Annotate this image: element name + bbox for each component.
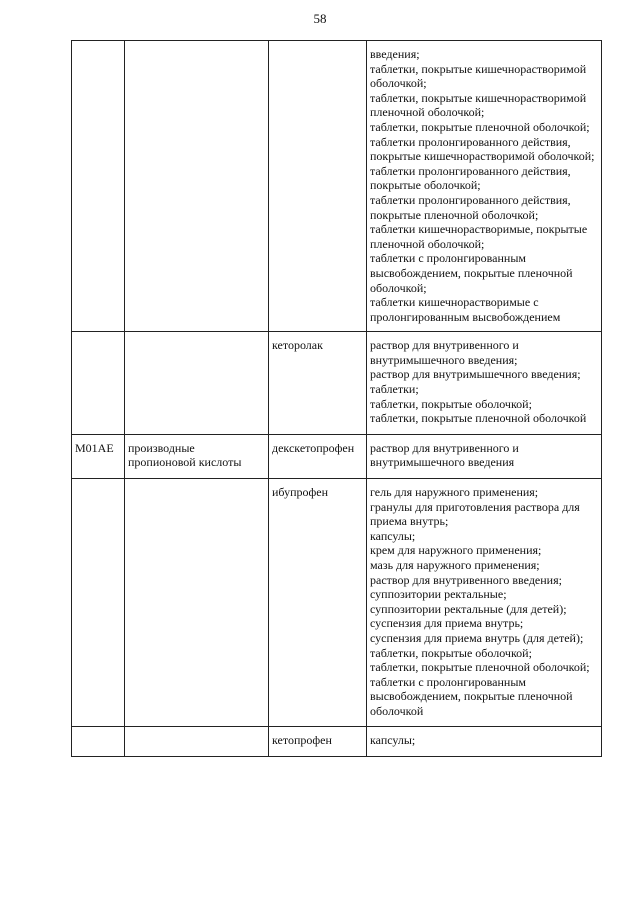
drug-name-cell: декскетопрофен [269, 434, 367, 478]
group-name-cell [125, 479, 269, 727]
dosage-form-item: таблетки, покрытые кишечнорастворимой пленочной оболочкой; [370, 90, 587, 120]
table-row [72, 332, 602, 435]
dosage-forms-list [370, 733, 598, 748]
dosage-forms-list [370, 338, 598, 426]
dosage-form-item: таблетки, покрытые оболочкой; [370, 396, 532, 411]
dosage-form-item: капсулы; [370, 732, 416, 747]
atc-code-cell [72, 332, 125, 435]
dosage-forms-cell [367, 479, 602, 727]
dosage-form-item: таблетки, покрытые кишечнорастворимой оболочкой; [370, 61, 587, 91]
atc-code-cell: M01AE [72, 434, 125, 478]
dosage-form-item: гранулы для приготовления раствора для приема внутрь; [370, 499, 580, 529]
dosage-form-item: капсулы; [370, 528, 416, 543]
dosage-form-item: таблетки с пролонгированным высвобождением, покрытые пленочной оболочкой; [370, 251, 573, 295]
table-row [72, 726, 602, 757]
dosage-forms-list [370, 47, 598, 324]
dosage-form-item: суппозитории ректальные; [370, 587, 507, 602]
dosage-forms-cell [367, 41, 602, 332]
dosage-forms-list [370, 485, 598, 719]
dosage-form-item: введения; [370, 47, 420, 61]
drug-table [71, 40, 602, 757]
drug-name-cell: кетопрофен [269, 726, 367, 757]
table-row [72, 41, 602, 332]
dosage-form-item: суппозитории ректальные (для детей); [370, 601, 567, 616]
drug-name-cell: ибупрофен [269, 479, 367, 727]
dosage-form-item: раствор для внутривенного введения; [370, 572, 562, 587]
page-number: 58 [313, 11, 327, 26]
dosage-form-item: таблетки пролонгированного действия, покрытые пленочной оболочкой; [370, 192, 571, 222]
dosage-form-item: таблетки пролонгированного действия, покрытые оболочкой; [370, 163, 571, 193]
table-row [72, 434, 602, 478]
dosage-form-item: крем для наружного применения; [370, 543, 542, 558]
dosage-form-item: таблетки с пролонгированным высвобождением, покрытые пленочной оболочкой [370, 674, 573, 718]
group-name-cell [125, 41, 269, 332]
dosage-form-item: таблетки, покрытые пленочной оболочкой; [370, 119, 590, 134]
dosage-form-item: таблетки кишечнорастворимые с пролонгированным высвобождением [370, 295, 561, 324]
group-name-cell [125, 332, 269, 435]
dosage-form-item: суспензия для приема внутрь; [370, 616, 524, 631]
dosage-form-item: таблетки, покрытые оболочкой; [370, 645, 532, 660]
dosage-form-item: раствор для внутривенного и внутримышечного введения [370, 440, 519, 470]
drug-name-cell [269, 41, 367, 332]
dosage-form-item: раствор для внутривенного и внутримышечного введения; [370, 338, 519, 367]
group-name-cell [125, 726, 269, 757]
dosage-form-item: таблетки, покрытые пленочной оболочкой; [370, 660, 590, 675]
atc-code-cell [72, 479, 125, 727]
dosage-forms-cell [367, 434, 602, 478]
dosage-form-item: раствор для внутримышечного введения; [370, 367, 581, 382]
dosage-forms-cell [367, 726, 602, 757]
dosage-forms-list [370, 441, 598, 470]
group-name-cell: производные пропионовой кислоты [125, 434, 269, 478]
table-row [72, 479, 602, 727]
dosage-form-item: таблетки кишечнорастворимые, покрытые пленочной оболочкой; [370, 222, 588, 251]
dosage-form-item: суспензия для приема внутрь (для детей); [370, 630, 584, 645]
dosage-form-item: таблетки, покрытые пленочной оболочкой [370, 411, 587, 426]
dosage-form-item: мазь для наружного применения; [370, 558, 540, 572]
atc-code-cell [72, 41, 125, 332]
atc-code-cell [72, 726, 125, 757]
drug-name-cell: кеторолак [269, 332, 367, 435]
dosage-form-item: таблетки пролонгированного действия, покрытые кишечнорастворимой оболочкой; [370, 134, 595, 164]
dosage-forms-cell [367, 332, 602, 435]
dosage-form-item: гель для наружного применения; [370, 485, 539, 500]
dosage-form-item: таблетки; [370, 382, 419, 397]
